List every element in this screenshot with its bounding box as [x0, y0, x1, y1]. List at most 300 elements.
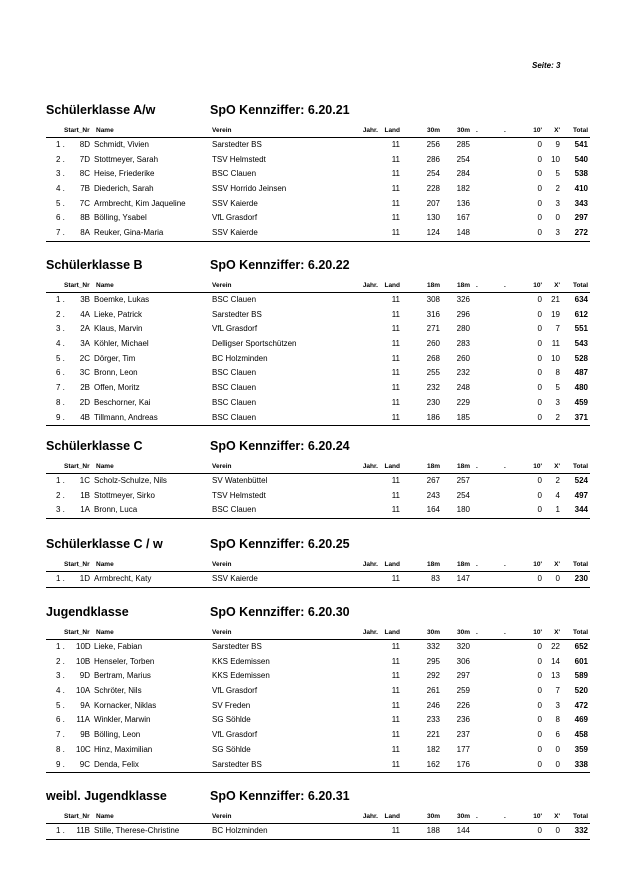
start-number: 4B [80, 412, 90, 422]
table-row [46, 322, 590, 337]
total-score: 487 [574, 368, 588, 378]
column-header-name: Name [96, 629, 114, 636]
athlete-name: Heise, Friederike [94, 169, 155, 179]
total-score: 612 [574, 309, 588, 319]
column-header-d4: . [504, 813, 506, 820]
tens-count: 0 [537, 324, 542, 334]
distance-2-score: 185 [456, 412, 470, 422]
club-name: BSC Clauen [212, 397, 257, 407]
distance-2-score: 297 [456, 671, 470, 681]
distance-2-score: 259 [456, 686, 470, 696]
class-title: Schülerklasse B [46, 258, 143, 272]
class-title: Schülerklasse A/w [46, 103, 156, 117]
start-number: 10A [76, 686, 91, 696]
start-number: 2C [79, 353, 90, 363]
distance-1-score: 188 [426, 826, 440, 835]
land-code: 11 [391, 505, 400, 515]
athlete-name: Tillmann, Andreas [94, 412, 158, 422]
x-count: 7 [555, 324, 560, 334]
column-header-d3: . [476, 282, 478, 289]
x-count: 3 [555, 198, 560, 208]
land-code: 11 [391, 169, 400, 179]
place: 6 . [56, 368, 65, 378]
club-name: SSV Horrido Jeinsen [212, 184, 287, 194]
distance-2-score: 232 [456, 368, 470, 378]
club-name: VfL Grasdorf [212, 686, 258, 696]
kennziffer-label: SpO Kennziffer: 6.20.30 [210, 605, 350, 619]
place: 3 . [56, 671, 65, 681]
place: 4 . [56, 184, 65, 194]
column-header-row [46, 124, 590, 138]
tens-count: 0 [537, 309, 542, 319]
distance-1-score: 207 [426, 198, 440, 208]
tens-count: 0 [537, 505, 542, 515]
place: 5 . [56, 353, 65, 363]
athlete-name: Offen, Moritz [94, 383, 140, 393]
column-header-verein: Verein [212, 561, 232, 568]
athlete-name: Köhler, Michael [94, 339, 149, 349]
column-header-name: Name [96, 561, 114, 568]
athlete-name: Bölling, Ysabel [94, 213, 147, 223]
total-score: 332 [574, 826, 588, 835]
table-row [46, 138, 590, 153]
table-row [46, 572, 590, 587]
athlete-name: Lieke, Fabian [94, 642, 143, 651]
total-score: 528 [574, 353, 588, 363]
athlete-name: Henseler, Torben [94, 656, 155, 666]
kennziffer-label: SpO Kennziffer: 6.20.25 [210, 537, 350, 551]
start-number: 8B [80, 213, 90, 223]
total-score: 538 [574, 169, 588, 179]
result-rows [46, 474, 590, 519]
distance-2-score: 180 [456, 505, 470, 515]
column-header-d3: . [476, 561, 478, 568]
result-section [46, 258, 590, 426]
total-score: 551 [574, 324, 588, 334]
total-score: 540 [574, 154, 588, 164]
class-title: weibl. Jugendklasse [46, 789, 167, 803]
column-header-x: X' [554, 463, 560, 470]
x-count: 7 [555, 686, 560, 696]
column-header-d3: . [476, 127, 478, 134]
table-row [46, 381, 590, 396]
distance-1-score: 271 [426, 324, 440, 334]
x-count: 10 [551, 353, 560, 363]
start-number: 7D [79, 154, 90, 164]
table-row [46, 411, 590, 426]
distance-1-score: 286 [426, 154, 440, 164]
table-row [46, 337, 590, 352]
club-name: Delligser Sportschützen [212, 339, 297, 349]
land-code: 11 [391, 198, 400, 208]
place: 7 . [56, 383, 65, 393]
tens-count: 0 [537, 198, 542, 208]
club-name: VfL Grasdorf [212, 213, 258, 223]
distance-1-score: 267 [426, 476, 440, 485]
start-number: 7B [80, 184, 90, 194]
tens-count: 0 [537, 295, 542, 304]
column-header-total: Total [572, 561, 588, 568]
start-number: 3A [80, 339, 90, 349]
column-header-nr: Start_Nr [64, 282, 90, 289]
distance-2-score: 283 [456, 339, 470, 349]
total-score: 524 [574, 476, 588, 485]
total-score: 601 [574, 656, 588, 666]
distance-2-score: 260 [456, 353, 470, 363]
start-number: 2B [80, 383, 90, 393]
athlete-name: Bölling, Leon [94, 730, 141, 740]
place: 4 . [56, 339, 65, 349]
tens-count: 0 [537, 656, 542, 666]
column-header-x: X' [554, 127, 560, 134]
table-row [46, 669, 590, 684]
athlete-name: Winkler, Marwin [94, 715, 151, 725]
column-header-d4: . [504, 629, 506, 636]
distance-1-score: 162 [426, 759, 440, 769]
place: 6 . [56, 715, 65, 725]
athlete-name: Diederich, Sarah [94, 184, 154, 194]
land-code: 11 [391, 686, 400, 696]
table-row [46, 167, 590, 182]
club-name: KKS Edemissen [212, 671, 270, 681]
land-code: 11 [391, 412, 400, 422]
x-count: 3 [555, 700, 560, 710]
column-header-total: Total [572, 127, 588, 134]
column-header-row [46, 279, 590, 293]
land-code: 11 [391, 154, 400, 164]
x-count: 10 [551, 154, 560, 164]
distance-2-score: 136 [456, 198, 470, 208]
x-count: 0 [555, 744, 560, 754]
x-count: 2 [555, 476, 560, 485]
table-row [46, 211, 590, 226]
start-number: 10D [76, 642, 91, 651]
land-code: 11 [391, 656, 400, 666]
table-row [46, 308, 590, 323]
total-score: 344 [574, 505, 588, 515]
land-code: 11 [391, 324, 400, 334]
column-header-jahr: Jahr. [362, 282, 378, 289]
tens-count: 0 [537, 228, 542, 238]
x-count: 0 [555, 759, 560, 769]
land-code: 11 [391, 339, 400, 349]
distance-2-score: 176 [456, 759, 470, 769]
land-code: 11 [391, 213, 400, 223]
table-row [46, 503, 590, 518]
x-count: 8 [555, 715, 560, 725]
result-rows [46, 640, 590, 773]
start-number: 1A [80, 505, 90, 515]
distance-1-score: 186 [426, 412, 440, 422]
tens-count: 0 [537, 700, 542, 710]
table-row [46, 182, 590, 197]
place: 3 . [56, 324, 65, 334]
distance-2-score: 148 [456, 228, 470, 238]
land-code: 11 [391, 826, 400, 835]
column-header-d4: . [504, 561, 506, 568]
column-header-d4: . [504, 463, 506, 470]
table-row [46, 474, 590, 489]
club-name: BSC Clauen [212, 169, 257, 179]
class-title: Schülerklasse C [46, 439, 143, 453]
column-header-d1: 30m [426, 629, 440, 636]
distance-1-score: 332 [426, 642, 440, 651]
start-number: 3C [79, 368, 90, 378]
table-row [46, 713, 590, 728]
place: 3 . [56, 505, 65, 515]
athlete-name: Scholz-Schulze, Nils [94, 476, 167, 485]
column-header-jahr: Jahr. [362, 127, 378, 134]
total-score: 297 [574, 213, 588, 223]
club-name: SG Söhlde [212, 715, 251, 725]
total-score: 371 [574, 412, 588, 422]
result-section [46, 537, 590, 588]
land-code: 11 [391, 476, 400, 485]
column-header-row [46, 460, 590, 474]
athlete-name: Reuker, Gina-Maria [94, 228, 164, 238]
column-header-total: Total [572, 629, 588, 636]
distance-2-score: 284 [456, 169, 470, 179]
distance-1-score: 83 [431, 574, 440, 583]
distance-2-score: 226 [456, 700, 470, 710]
distance-2-score: 306 [456, 656, 470, 666]
athlete-name: Lieke, Patrick [94, 309, 143, 319]
column-header-land: Land [384, 813, 400, 820]
distance-2-score: 296 [456, 309, 470, 319]
column-header-total: Total [572, 282, 588, 289]
result-rows [46, 138, 590, 242]
column-header-row [46, 626, 590, 640]
start-number: 3B [80, 295, 90, 304]
athlete-name: Kornacker, Niklas [94, 700, 157, 710]
x-count: 0 [555, 213, 560, 223]
land-code: 11 [391, 397, 400, 407]
club-name: SSV Kaierde [212, 198, 258, 208]
column-header-d1: 18m [426, 282, 440, 289]
club-name: BSC Clauen [212, 295, 257, 304]
tens-count: 0 [537, 671, 542, 681]
result-rows [46, 293, 590, 426]
column-header-name: Name [96, 813, 114, 820]
athlete-name: Hinz, Maximilian [94, 744, 153, 754]
table-row [46, 684, 590, 699]
column-header-d1: 30m [426, 813, 440, 820]
x-count: 2 [555, 184, 560, 194]
distance-2-score: 254 [456, 490, 470, 500]
column-header-verein: Verein [212, 127, 232, 134]
land-code: 11 [391, 295, 400, 304]
start-number: 8D [79, 140, 90, 149]
table-row [46, 489, 590, 504]
distance-1-score: 256 [426, 140, 440, 149]
total-score: 472 [574, 700, 588, 710]
column-header-land: Land [384, 561, 400, 568]
place: 1 . [56, 574, 65, 583]
athlete-name: Beschorner, Kai [94, 397, 151, 407]
tens-count: 0 [537, 412, 542, 422]
athlete-name: Bertram, Marius [94, 671, 151, 681]
column-header-jahr: Jahr. [362, 813, 378, 820]
section-header [46, 789, 590, 805]
x-count: 0 [555, 574, 560, 583]
distance-2-score: 285 [456, 140, 470, 149]
column-header-d3: . [476, 813, 478, 820]
tens-count: 0 [537, 715, 542, 725]
land-code: 11 [391, 642, 400, 651]
distance-1-score: 261 [426, 686, 440, 696]
distance-1-score: 130 [426, 213, 440, 223]
x-count: 0 [555, 826, 560, 835]
club-name: SSV Kaierde [212, 228, 258, 238]
total-score: 652 [574, 642, 588, 651]
tens-count: 0 [537, 397, 542, 407]
table-row [46, 655, 590, 670]
table-row [46, 153, 590, 168]
athlete-name: Bronn, Luca [94, 505, 138, 515]
distance-2-score: 280 [456, 324, 470, 334]
column-header-zehn: 10' [533, 561, 542, 568]
start-number: 9B [80, 730, 90, 740]
tens-count: 0 [537, 169, 542, 179]
column-header-name: Name [96, 463, 114, 470]
land-code: 11 [391, 368, 400, 378]
distance-1-score: 255 [426, 368, 440, 378]
column-header-zehn: 10' [533, 127, 542, 134]
place: 2 . [56, 309, 65, 319]
athlete-name: Schmidt, Vivien [94, 140, 149, 149]
tens-count: 0 [537, 686, 542, 696]
start-number: 10B [76, 656, 91, 666]
tens-count: 0 [537, 213, 542, 223]
table-row [46, 226, 590, 241]
page-number: Seite: 3 [532, 61, 561, 70]
start-number: 9C [79, 759, 90, 769]
column-header-d3: . [476, 629, 478, 636]
total-score: 343 [574, 198, 588, 208]
distance-1-score: 308 [426, 295, 440, 304]
column-header-x: X' [554, 282, 560, 289]
place: 3 . [56, 169, 65, 179]
result-section [46, 439, 590, 519]
column-header-d1: 30m [426, 127, 440, 134]
club-name: BSC Clauen [212, 383, 257, 393]
section-header [46, 537, 590, 553]
athlete-name: Stottmeyer, Sarah [94, 154, 159, 164]
distance-2-score: 147 [456, 574, 470, 583]
distance-1-score: 232 [426, 383, 440, 393]
tens-count: 0 [537, 574, 542, 583]
athlete-name: Boemke, Lukas [94, 295, 150, 304]
distance-1-score: 221 [426, 730, 440, 740]
total-score: 230 [574, 574, 588, 583]
table-row [46, 640, 590, 655]
x-count: 8 [555, 368, 560, 378]
kennziffer-label: SpO Kennziffer: 6.20.21 [210, 103, 350, 117]
tens-count: 0 [537, 730, 542, 740]
table-row [46, 396, 590, 411]
tens-count: 0 [537, 154, 542, 164]
start-number: 1C [79, 476, 90, 485]
distance-2-score: 248 [456, 383, 470, 393]
table-row [46, 728, 590, 743]
athlete-name: Dörger, Tim [94, 353, 136, 363]
column-header-verein: Verein [212, 463, 232, 470]
column-header-d1: 18m [426, 463, 440, 470]
distance-2-score: 326 [456, 295, 470, 304]
club-name: BC Holzminden [212, 353, 268, 363]
club-name: VfL Grasdorf [212, 730, 258, 740]
x-count: 19 [551, 309, 560, 319]
column-header-zehn: 10' [533, 282, 542, 289]
result-section [46, 789, 590, 840]
section-header [46, 439, 590, 455]
land-code: 11 [391, 140, 400, 149]
column-header-zehn: 10' [533, 813, 542, 820]
column-header-row [46, 558, 590, 572]
column-header-nr: Start_Nr [64, 629, 90, 636]
distance-2-score: 144 [456, 826, 470, 835]
distance-1-score: 260 [426, 339, 440, 349]
land-code: 11 [391, 490, 400, 500]
athlete-name: Armbrecht, Kim Jaqueline [94, 198, 186, 208]
column-header-total: Total [572, 813, 588, 820]
place: 7 . [56, 730, 65, 740]
column-header-d2: 18m [456, 282, 470, 289]
result-section [46, 605, 590, 773]
table-row [46, 352, 590, 367]
distance-1-score: 164 [426, 505, 440, 515]
athlete-name: Bronn, Leon [94, 368, 138, 378]
club-name: VfL Grasdorf [212, 324, 258, 334]
distance-2-score: 320 [456, 642, 470, 651]
start-number: 8C [79, 169, 90, 179]
column-header-x: X' [554, 813, 560, 820]
place: 8 . [56, 744, 65, 754]
distance-1-score: 295 [426, 656, 440, 666]
total-score: 410 [574, 184, 588, 194]
athlete-name: Stottmeyer, Sirko [94, 490, 155, 500]
start-number: 1B [80, 490, 90, 500]
tens-count: 0 [537, 353, 542, 363]
total-score: 458 [574, 730, 588, 740]
land-code: 11 [391, 759, 400, 769]
column-header-row [46, 810, 590, 824]
start-number: 10C [76, 744, 91, 754]
place: 1 . [56, 295, 65, 304]
club-name: SV Watenbüttel [212, 476, 268, 485]
x-count: 5 [555, 383, 560, 393]
start-number: 1D [79, 574, 90, 583]
total-score: 543 [574, 339, 588, 349]
distance-1-score: 316 [426, 309, 440, 319]
club-name: Sarstedter BS [212, 140, 262, 149]
distance-1-score: 233 [426, 715, 440, 725]
place: 2 . [56, 154, 65, 164]
distance-2-score: 167 [456, 213, 470, 223]
column-header-land: Land [384, 629, 400, 636]
start-number: 11B [76, 826, 90, 835]
distance-1-score: 268 [426, 353, 440, 363]
club-name: Sarstedter BS [212, 759, 262, 769]
column-header-land: Land [384, 463, 400, 470]
kennziffer-label: SpO Kennziffer: 6.20.31 [210, 789, 350, 803]
place: 9 . [56, 759, 65, 769]
result-rows [46, 824, 590, 840]
club-name: BSC Clauen [212, 412, 257, 422]
x-count: 3 [555, 397, 560, 407]
column-header-land: Land [384, 127, 400, 134]
start-number: 7C [79, 198, 90, 208]
